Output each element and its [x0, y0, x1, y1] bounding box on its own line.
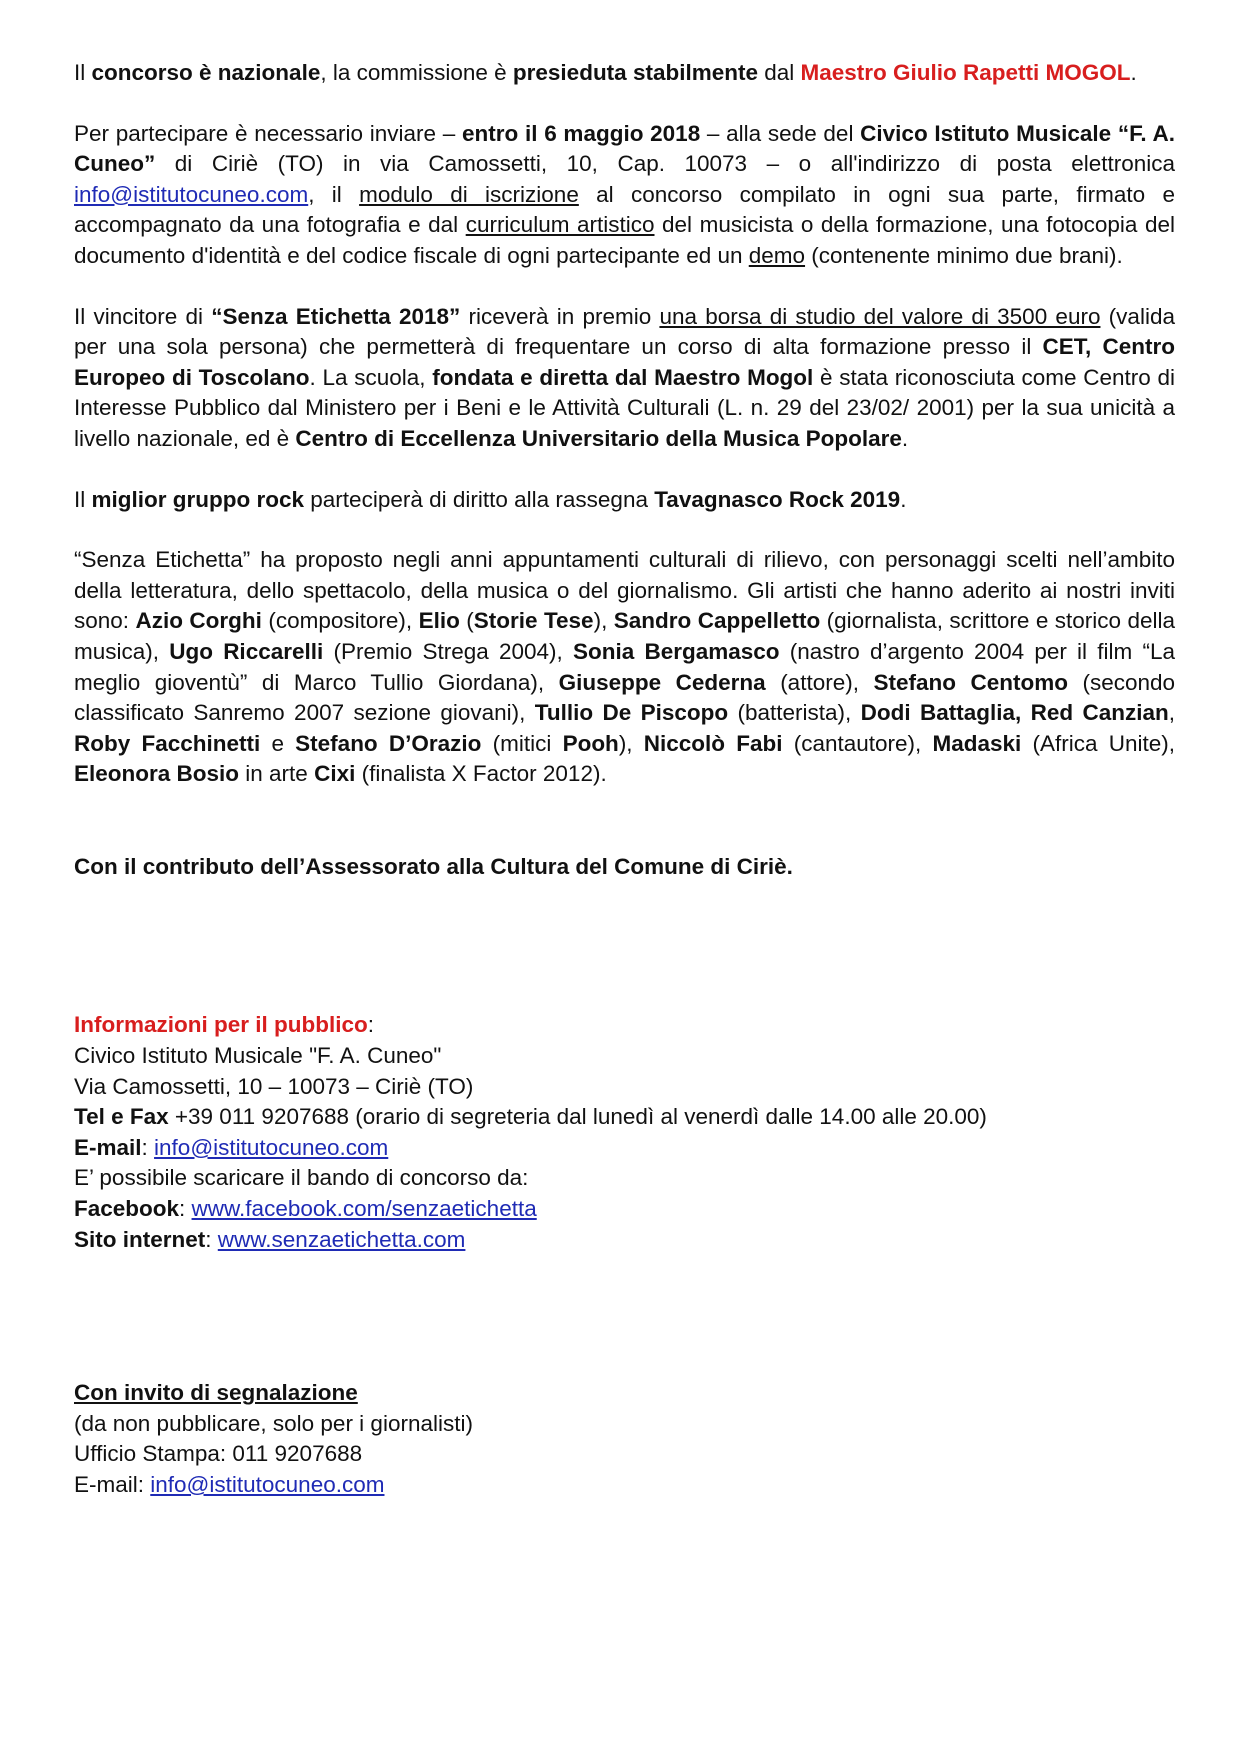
text: (valida per una sola persona) che permetterà di frequentare un corso di alta formazione presso il: [74, 303, 1175, 360]
text: è stata riconosciuta come Centro di Interesse Pubblico dal Ministero per i Beni e le Attività Culturali (L. n. 29 del 23/02/ 2001) per la sua unicità a livello nazionale, ed è: [74, 364, 1175, 451]
text: in arte: [239, 761, 315, 787]
public-info-heading: [74, 1010, 1175, 1041]
text: Il vincitore di: [74, 303, 212, 329]
underlined-text: curriculum artistico: [465, 212, 655, 238]
text: .: [900, 486, 907, 512]
bold-text: Centro di Eccellenza Universitario della Musica Popolare: [295, 425, 902, 451]
text: (nastro d’argento 2004 per il film “La meglio gioventù” di Marco Tullio Giordana),: [74, 638, 1176, 695]
press-email-line: [74, 1470, 1175, 1501]
spacer: [74, 1255, 1175, 1378]
facebook-link[interactable]: www.facebook.com/senzaetichetta: [191, 1196, 537, 1222]
spacer: [74, 882, 1175, 1010]
text: Il: [74, 486, 92, 512]
bold-text: CET, Centro Europeo di Toscolano: [74, 334, 1175, 390]
text: , la commissione è: [320, 60, 513, 85]
press-block: [74, 1378, 1175, 1500]
website-link[interactable]: www.senzaetichetta.com: [217, 1226, 466, 1252]
text: Il: [74, 60, 92, 85]
text: dal: [757, 60, 801, 85]
artist-name: Niccolò Fabi: [643, 730, 783, 756]
phone-value: +39 011 9207688 (orario di segreteria dal lunedì al venerdì dalle 14.00 alle 20.00): [168, 1104, 987, 1130]
email-label: E-mail:: [74, 1472, 151, 1497]
artist-name: Pooh: [562, 730, 619, 756]
artist-name: Elio: [418, 608, 460, 634]
text: (batterista),: [728, 700, 861, 726]
facebook-line: [74, 1194, 1175, 1225]
text: e: [260, 730, 296, 756]
underlined-text: una borsa di studio del valore di 3500 euro: [659, 303, 1101, 329]
artist-name: Giuseppe Cederna: [558, 669, 766, 695]
text: (cantautore),: [782, 730, 933, 756]
text: al concorso compilato in ogni sua parte, firmato e accompagnato da una fotografia e dal: [74, 181, 1175, 238]
download-line: E’ possibile scaricare il bando di concorso da:: [74, 1165, 529, 1191]
institute-name: Civico Istituto Musicale “F. A. Cuneo”: [74, 120, 1176, 177]
email-label: E-mail: [74, 1134, 142, 1160]
text: di Ciriè (TO) in via Camossetti, 10, Cap. 10073 – o all'indirizzo di posta elettronica: [155, 151, 1175, 177]
phone-label: Tel e Fax: [74, 1104, 169, 1130]
text: del musicista o della formazione, una fotocopia del documento d'identità e del codice fiscale di ogni partecipante ed un: [74, 212, 1175, 268]
artist-name: Roby Facchinetti: [74, 730, 261, 756]
artist-name: Stefano D’Orazio: [295, 730, 482, 756]
website-label: Sito internet: [74, 1226, 206, 1252]
artist-name: Ugo Riccarelli: [169, 638, 324, 664]
text: riceverà in premio: [460, 303, 660, 329]
facebook-label: Facebook: [74, 1196, 180, 1222]
press-heading: [74, 1378, 1175, 1409]
artist-name: Azio Corghi: [135, 608, 262, 634]
bold-text: miglior gruppo rock: [91, 486, 305, 512]
spacer: [74, 515, 1175, 545]
press-office: Ufficio Stampa: 011 9207688: [74, 1441, 363, 1467]
spacer: [74, 455, 1175, 485]
phone-line: [74, 1102, 1175, 1133]
text: ),: [618, 730, 644, 756]
heading-text: Informazioni per il pubblico: [74, 1012, 368, 1038]
text: .: [1130, 60, 1137, 85]
text: – alla sede del: [700, 120, 861, 146]
bold-text: concorso è nazionale: [91, 60, 321, 85]
text: ),: [593, 608, 614, 634]
underlined-text: modulo di iscrizione: [359, 181, 579, 207]
email-link[interactable]: info@istitutocuneo.com: [74, 181, 309, 207]
email-link[interactable]: info@istitutocuneo.com: [150, 1472, 385, 1497]
text: :: [205, 1226, 218, 1252]
text: .: [901, 425, 909, 451]
text: (finalista X Factor 2012).: [355, 761, 607, 787]
public-info-block: [74, 1010, 1175, 1255]
artist-name: Dodi Battaglia, Red Canzian: [860, 700, 1169, 726]
text: (giornalista, scrittore e storico della musica),: [74, 608, 1176, 664]
heading-text: Con invito di segnalazione: [74, 1380, 358, 1406]
artist-name: Stefano Centomo: [873, 669, 1068, 695]
text: ,: [1168, 700, 1175, 726]
artist-name: Sonia Bergamasco: [573, 638, 780, 664]
text: (mitici: [481, 730, 563, 756]
website-line: [74, 1225, 1175, 1256]
artist-name: Cixi: [314, 761, 356, 787]
text: :: [179, 1196, 192, 1222]
press-note: (da non pubblicare, solo per i giornalisti): [74, 1410, 473, 1436]
deadline: entro il 6 maggio 2018: [462, 120, 701, 146]
artist-name: Storie Tese: [473, 608, 594, 634]
spacer: [74, 272, 1175, 302]
paragraph-rock: [74, 485, 1175, 516]
paragraph-commission: [74, 58, 1175, 89]
text: (Africa Unite),: [1021, 730, 1175, 756]
text: (compositore),: [261, 608, 419, 634]
text: parteciperà di diritto alla rassegna: [304, 486, 655, 512]
bold-text: Tavagnasco Rock 2019: [654, 486, 901, 512]
artist-name: Eleonora Bosio: [74, 761, 240, 787]
highlight-name: Maestro Giulio Rapetti MOGOL: [800, 60, 1131, 85]
text: “Senza Etichetta” ha proposto negli anni appuntamenti culturali di rilievo, con personaggi scelti nell’ambito della letteratura, dello spettacolo, della musica o del giornalismo. Gli artisti che hanno aderito ai nostri inviti sono:: [74, 547, 1175, 634]
bold-text: presieduta stabilmente: [512, 60, 758, 85]
contribution-line: [74, 852, 1175, 883]
artist-name: Madaski: [932, 730, 1022, 756]
institute-line: Civico Istituto Musicale "F. A. Cuneo": [74, 1043, 442, 1069]
text: (contenente minimo due brani).: [805, 242, 1123, 268]
paragraph-artists: [74, 545, 1175, 790]
bold-text: “Senza Etichetta 2018”: [211, 303, 461, 329]
email-line: [74, 1133, 1175, 1164]
email-link[interactable]: info@istitutocuneo.com: [154, 1134, 389, 1160]
text: (attore),: [765, 669, 874, 695]
text: (: [459, 608, 474, 634]
underlined-text: demo: [748, 242, 806, 268]
artist-name: Sandro Cappelletto: [613, 608, 821, 634]
text: . La scuola,: [309, 364, 433, 390]
bold-text: fondata e diretta dal Maestro Mogol: [432, 364, 814, 390]
paragraph-participation: [74, 119, 1175, 272]
text: :: [141, 1134, 155, 1160]
text: (secondo classificato Sanremo 2007 sezione giovani),: [74, 669, 1176, 726]
artist-name: Tullio De Piscopo: [534, 700, 729, 726]
text: Per partecipare è necessario inviare –: [74, 120, 463, 146]
text: (Premio Strega 2004),: [323, 638, 573, 664]
paragraph-prize: [74, 302, 1175, 455]
text: :: [367, 1012, 375, 1038]
spacer: [74, 89, 1175, 119]
address-line: Via Camossetti, 10 – 10073 – Ciriè (TO): [74, 1073, 474, 1099]
spacer: [74, 790, 1175, 852]
contribution-text: Con il contributo dell’Assessorato alla Cultura del Comune di Ciriè.: [74, 853, 793, 879]
text: , il: [308, 181, 360, 207]
